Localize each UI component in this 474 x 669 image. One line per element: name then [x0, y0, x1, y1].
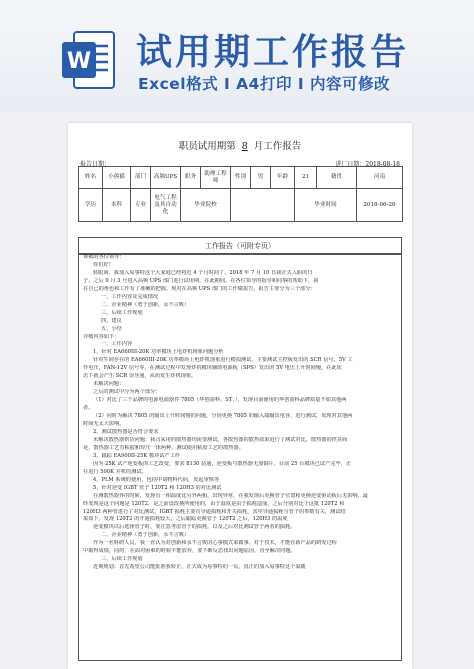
native-place-label: 籍贯 — [317, 167, 357, 189]
education-label: 学历 — [79, 189, 103, 222]
gender-label: 性别 — [231, 167, 251, 189]
report-line: 态下就会产生 SCR 误导通，从而发生炸机现象。 — [83, 373, 197, 380]
report-heading: 工作报告（可附专页） — [78, 237, 402, 255]
report-line: 未解决散热器供货问题：我司采用的散热器均需要测试，各散热器的散热效果进行了测试对比，散热器的供货商 — [93, 436, 348, 443]
report-line: 因为 25K 试产逆变板的工艺改变，要求 8130 装通，逆变板与散热器无加铜片，目前 25 台模块已试产完毕，正 — [93, 460, 352, 467]
report-line: 是，散热器工艺有粘胶和焊压一体两种，测试使用粘胶工艺的散热器。 — [83, 444, 244, 451]
report-line: 逆变模块以后选择管子时，要注意考虑管子的损耗，以及之后对比测试管子两者的损耗。 — [93, 524, 296, 531]
report-line: 你们好！ — [93, 261, 114, 268]
report-line: 针对生间存在的 EA660III-20K 功率模块上电炸机现象进行模拟测试，主要测试主控板发出的 SCR 信号，5V 工 — [93, 357, 353, 364]
report-line: 果如下，发现 120T2 的开通损耗较大，之后跟踪更换管子 120T2 之后，120H3 的温度 — [83, 516, 288, 523]
word-document-icon — [60, 28, 116, 92]
title-suffix: 月工作报告 — [253, 141, 302, 152]
report-line: 三、后续工作规划 — [101, 556, 143, 563]
entry-date-label: 进厂日期： — [335, 161, 366, 168]
document-page — [68, 123, 412, 669]
employee-info-table — [78, 166, 403, 222]
report-body[interactable] — [78, 253, 402, 661]
report-line: 尊敬的各位领导： — [83, 254, 125, 260]
banner-title: 试用期工作报告 — [136, 32, 410, 73]
age-label: 年龄 — [271, 167, 295, 189]
report-line: 在自己的角色和工作有了准确的把握。现对在高频 UPS 部门的工作做报告，报告主要分为三个部分： — [83, 285, 316, 292]
report-line: 未解决问题： — [93, 381, 125, 388]
department-label: 部门 — [131, 167, 151, 189]
report-line: 作电压，FAN-12V 信号等，在测试过程中发现炸机模块辅助电源板（SPS）发出的 5V 电压上升时间慢，在此状 — [83, 365, 342, 372]
major-label: 专业 — [131, 189, 151, 222]
report-line: 二、企业精神（勇于创新，永不言败） — [101, 532, 190, 539]
native-place-value[interactable]: 河南 — [357, 167, 403, 189]
entry-date-value[interactable]: 2018-08-18 — [365, 161, 400, 168]
report-line: 时间无太大影响。 — [83, 421, 125, 428]
table-row — [79, 189, 403, 222]
major-value[interactable]: 电气工程及其自动化 — [151, 189, 181, 222]
graduation-label: 毕业时间 — [295, 189, 357, 222]
report-line: 3、跟踪 EA900II-25K 模块试产工作 — [93, 452, 181, 459]
report-line: 120H3 两种管进行了对比测试，IGBT 损耗主要有导通损耗和开关损耗，其中导通损耗与管子的参数有关，测试结 — [83, 508, 346, 515]
banner-subtitle: Excel格式 I A4打印 I 内容可修改 — [138, 75, 390, 93]
report-line: 子，之后 9 月 3 号进入高频 UPS 部门进行试用期，在此期间，在各位领导的指导和同事的帮助下，我 — [83, 277, 319, 284]
report-line: 三、后续工作规划 — [101, 309, 143, 316]
position-label: 职务 — [181, 167, 201, 189]
report-line: 4、PLM 系统的使用，包括申请物料代码，发起审核等 — [93, 476, 220, 483]
position-value[interactable]: 助理工程师 — [201, 167, 231, 189]
title-prefix: 职员试用期第 — [178, 141, 236, 152]
report-line: 二、企业精神（勇于创新，永不言败） — [101, 301, 190, 308]
report-line: 中取得成绩，同时，在面对困难的时候不能放弃，要不断反思找出问题原因，直至解决问题。 — [83, 548, 296, 555]
name-label: 姓名 — [79, 167, 103, 189]
report-line: 者。 — [83, 405, 94, 412]
report-line: 近期规划：首先希望公司能批准我转正，正式成为易事特的一员，真正的加入易事特这个温暖 — [93, 564, 306, 571]
name-value[interactable]: 小熊猫 — [103, 167, 131, 189]
template-banner — [0, 0, 474, 112]
education-value[interactable]: 本科 — [103, 189, 131, 222]
report-date-label: 报告日期： — [80, 161, 111, 168]
graduation-value[interactable]: 2018-06-26 — [357, 189, 403, 222]
report-line: （2）同时为解决 7805 的输出上升时间慢的问题，分别更换 7805 的输入端输出电容，进行测试，发现对其他两 — [93, 413, 353, 420]
report-line: 四、建议 — [101, 317, 122, 324]
school-value[interactable] — [231, 189, 295, 222]
title-month[interactable]: 8 — [241, 141, 248, 152]
report-line: 5、针对逆变 IGBT 管子 120T2 和 120H3 的对比测试 — [93, 484, 222, 491]
age-value[interactable]: 21 — [295, 167, 317, 189]
word-logo-letter: W — [66, 49, 92, 74]
report-line: 一、工作内容及完成情况 — [101, 293, 159, 300]
report-line: 转眼间，我加入易事特这个大家庭已经将近 4 个月时间了，2018 年 7 月 10 日我正式入职的日 — [93, 269, 313, 276]
department-value[interactable]: 高频UPS — [151, 167, 181, 189]
report-line: （1）对比了三个品牌的电源电源器件 7805（华创盈科、ST、），发现目前使用的华创盈科品牌质量不如其他两 — [93, 397, 347, 404]
report-line: 一、工作内容 — [101, 341, 133, 348]
school-label: 毕业院校 — [181, 189, 231, 222]
report-line: 1、针对 EA660III-20K 功率模块上电炸机现象问题分析 — [93, 349, 224, 356]
report-line: 在进行 500K 并机的测试。 — [83, 468, 147, 475]
report-line: 2、测试散热器是否符合要求 — [93, 428, 159, 435]
gender-value[interactable]: 男 — [251, 167, 271, 189]
report-line: 之后的测试中分为两个部分： — [93, 389, 161, 396]
report-line: 作为一名科研人员，我一直认为对创新和永不言败的心事模式来做事。对于技术，才能在新产品的研发过程 — [93, 540, 337, 547]
table-row — [79, 167, 403, 189]
report-line: 详细内容如下： — [83, 333, 120, 340]
report-line: 五、小结 — [101, 325, 122, 332]
report-line: 在测散热器外的时候，发现有一相温度比另外两相，出现异常，在我发现后更换管子位置和更换逆变驱动板后无影响，最 — [93, 492, 368, 499]
report-line: 终发现是这个问题是 120T2，是之前设改换所使用的，由于温度是由于损耗造成，之后分别对比于这批 120T2 和 — [83, 500, 345, 507]
document-title — [68, 138, 412, 152]
